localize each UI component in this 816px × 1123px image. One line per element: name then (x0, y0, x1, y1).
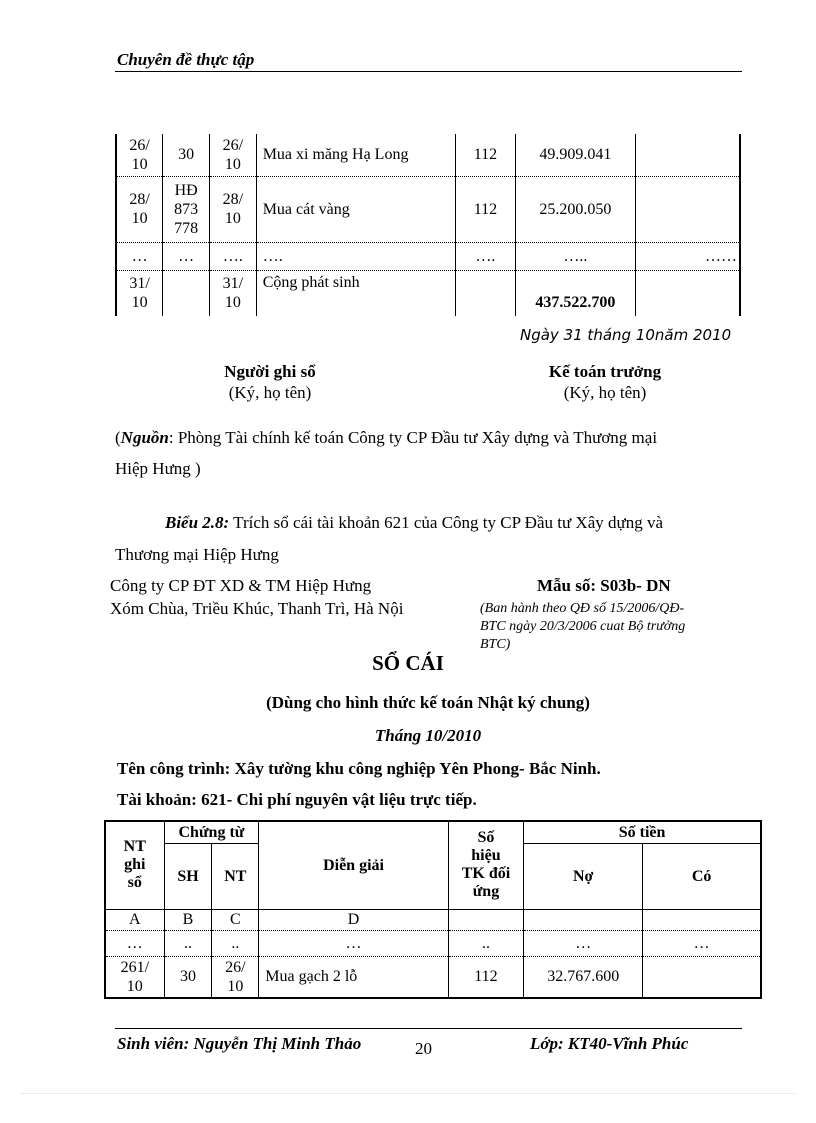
cell-debit: ….. (515, 242, 635, 270)
signer-right-sub: (Ký, họ tên) (563, 383, 647, 402)
footer-student: Sinh viên: Nguyễn Thị Minh Thảo (117, 1034, 362, 1053)
cell-credit (635, 176, 740, 242)
letter-b: B (164, 909, 212, 930)
table-row (116, 176, 740, 242)
dots-cell: … (643, 930, 761, 956)
cell-date: 26/ 10 (116, 134, 163, 176)
letter-e (448, 909, 523, 930)
source-line (115, 428, 657, 448)
date-line: Ngày 31 tháng 10năm 2010 (520, 326, 732, 344)
signer-right-title: Kế toán trưởng (548, 362, 662, 381)
ledger-ellipsis-row (105, 930, 761, 956)
figure-caption-2: Thương mại Hiệp Hưng (115, 545, 279, 564)
cell-doc-no (163, 270, 210, 316)
cell-debit: 49.909.041 (515, 134, 635, 176)
dots-cell: … (259, 930, 448, 956)
header-no: Nợ (524, 843, 643, 909)
figure-label: Biểu 2.8: (165, 513, 230, 532)
signer-left-sub: (Ký, họ tên) (228, 383, 312, 402)
cell-doc-date: 26/ 10 (210, 134, 257, 176)
cell-credit (635, 270, 740, 316)
cell-credit: …… (635, 242, 740, 270)
table-row (116, 134, 740, 176)
cell-debit: 25.200.050 (515, 176, 635, 242)
form-note-3: BTC) (480, 637, 511, 652)
dots-cell: … (524, 930, 643, 956)
header-so-tien: Số tiền (524, 821, 761, 843)
figure-text: Trích sổ cái tài khoản 621 của Công ty CP Đầu tư Xây dựng và (229, 513, 664, 532)
cell-account: …. (455, 242, 515, 270)
cell-doc-date: 26/ 10 (212, 956, 259, 998)
project-name: Tên công trình: Xây tường khu công nghiệp Yên Phong- Bắc Ninh. (117, 759, 601, 778)
dots-cell: .. (212, 930, 259, 956)
cell-description: …. (256, 242, 455, 270)
ledger-letter-row (105, 909, 761, 930)
letter-f (524, 909, 643, 930)
form-code: Mẫu số: S03b- DN (537, 576, 671, 595)
cell-credit (643, 956, 761, 998)
cell-doc-date: 31/ 10 (210, 270, 257, 316)
source-label: Nguồn (120, 428, 169, 447)
header-dien-giai: Diễn giải (259, 821, 448, 909)
cell-date: 261/ 10 (105, 956, 164, 998)
letter-d: D (259, 909, 448, 930)
ledger-table (104, 820, 762, 999)
header-chung-tu: Chứng từ (164, 821, 259, 843)
table-row-total (116, 270, 740, 316)
cell-date: 28/ 10 (116, 176, 163, 242)
figure-caption (165, 513, 663, 533)
letter-a: A (105, 909, 164, 930)
table-row (116, 242, 740, 270)
form-note-2: BTC ngày 20/3/2006 cuat Bộ trưởng (480, 619, 686, 634)
signer-left-title: Người ghi sổ (224, 362, 316, 381)
letter-g (643, 909, 761, 930)
cell-debit: 32.767.600 (524, 956, 643, 998)
source-text: : Phòng Tài chính kế toán Công ty CP Đầu tư Xây dựng và Thương mại (168, 428, 658, 447)
cell-debit-total: 437.522.700 (515, 270, 635, 316)
cell-description: Mua xi măng Hạ Long (256, 134, 455, 176)
cell-description: Mua cát vàng (256, 176, 455, 242)
page-header-title: Chuyên đề thực tập (117, 50, 255, 69)
source-open: ( (115, 428, 121, 447)
cell-description: Cộng phát sinh (256, 270, 455, 316)
footer-page-number: 20 (415, 1039, 432, 1058)
account-name: Tài khoản: 621- Chi phí nguyên vật liệu trực tiếp. (117, 790, 477, 809)
journal-table-continued (115, 134, 741, 316)
cell-account: 112 (455, 134, 515, 176)
cell-doc-no: … (163, 242, 210, 270)
header-nt-ghi-so: NT ghi sổ (105, 821, 164, 909)
cell-account: 112 (455, 176, 515, 242)
cell-doc-no: 30 (163, 134, 210, 176)
source-line-2: Hiệp Hưng ) (115, 459, 201, 478)
form-note-1: (Ban hành theo QĐ số 15/2006/QĐ- (480, 601, 685, 616)
ledger-month: Tháng 10/2010 (374, 726, 482, 745)
cell-doc-date: 28/ 10 (210, 176, 257, 242)
cell-account (455, 270, 515, 316)
page-edge-line (20, 1093, 796, 1094)
ledger-title: SỔ CÁI (372, 651, 444, 675)
dots-cell: .. (448, 930, 523, 956)
cell-doc-no: 30 (164, 956, 212, 998)
cell-doc-no: HĐ 873 778 (163, 176, 210, 242)
header-nt: NT (212, 843, 259, 909)
dots-cell: .. (164, 930, 212, 956)
footer-rule (115, 1028, 742, 1029)
header-co: Có (643, 843, 761, 909)
cell-date: … (116, 242, 163, 270)
company-address: Xóm Chùa, Triều Khúc, Thanh Trì, Hà Nội (110, 599, 404, 618)
cell-date: 31/ 10 (116, 270, 163, 316)
ledger-header-row-1 (105, 821, 761, 843)
header-rule (115, 71, 742, 72)
dots-cell: … (105, 930, 164, 956)
cell-credit (635, 134, 740, 176)
header-so-hieu: Số hiệu TK đối ứng (448, 821, 523, 909)
footer-class: Lớp: KT40-Vĩnh Phúc (530, 1034, 689, 1053)
ledger-subtitle: (Dùng cho hình thức kế toán Nhật ký chung) (266, 693, 590, 712)
company-name: Công ty CP ĐT XD & TM Hiệp Hưng (110, 576, 372, 595)
cell-account: 112 (448, 956, 523, 998)
letter-c: C (212, 909, 259, 930)
header-sh: SH (164, 843, 212, 909)
cell-description: Mua gạch 2 lỗ (259, 956, 448, 998)
table-row (105, 956, 761, 998)
cell-doc-date: …. (210, 242, 257, 270)
